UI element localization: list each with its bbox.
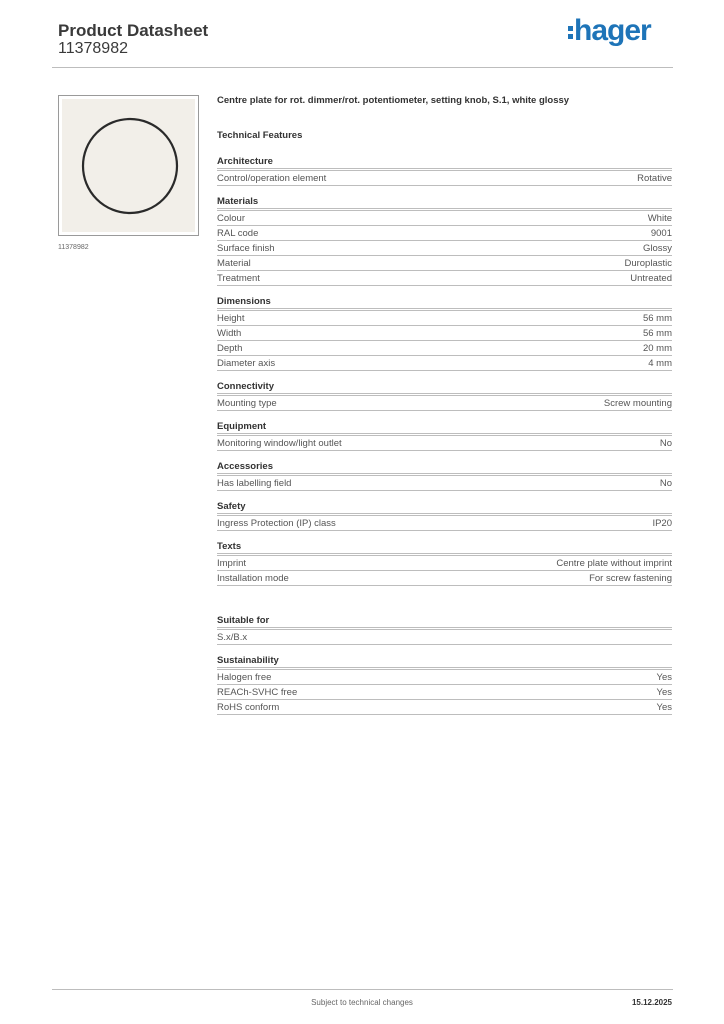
feature-label: Treatment [217,272,260,284]
feature-label: S.x/B.x [217,631,248,643]
feature-group [217,614,672,645]
feature-value: 56 mm [642,327,672,339]
feature-label: Width [217,327,242,339]
feature-value: Untreated [630,272,672,284]
feature-value: Rotative [637,172,672,184]
feature-group [217,500,672,531]
feature-label: Ingress Protection (IP) class [217,517,336,529]
feature-group [217,540,672,586]
feature-row [217,556,672,571]
feature-row [217,341,672,356]
feature-row [217,630,672,645]
feature-label: Monitoring window/light outlet [217,437,342,449]
feature-label: REACh-SVHC free [217,686,298,698]
group-title: Accessories [217,460,672,474]
feature-label: Has labelling field [217,477,292,489]
feature-label: Material [217,257,251,269]
hager-logo [568,14,651,48]
feature-value: Glossy [642,242,672,254]
datasheet-content [217,94,672,724]
feature-row [217,311,672,326]
feature-value: 20 mm [642,342,672,354]
feature-value: White [647,212,672,224]
setting-knob-ring-icon [59,96,198,235]
feature-row [217,476,672,491]
footer-divider [52,989,673,990]
group-title: Materials [217,195,672,209]
feature-value: For screw fastening [589,572,672,584]
product-description: Centre plate for rot. dimmer/rot. potentiometer, setting knob, S.1, white glossy [217,95,570,106]
feature-label: Halogen free [217,671,272,683]
feature-label: RoHS conform [217,701,280,713]
feature-value: Screw mounting [603,397,672,409]
group-title: Suitable for [217,614,672,628]
image-caption: 11378982 [58,244,89,251]
feature-row [217,436,672,451]
feature-value: Centre plate without imprint [556,557,672,569]
feature-value: No [659,477,672,489]
product-image [58,95,199,236]
feature-group [217,155,672,186]
logo-text: hager [574,14,651,47]
feature-row [217,516,672,531]
feature-label: Imprint [217,557,247,569]
feature-value: Yes [656,686,672,698]
logo-dots-icon [568,23,573,42]
group-title: Texts [217,540,672,554]
feature-row [217,685,672,700]
feature-value: Yes [656,671,672,683]
feature-label: Surface finish [217,242,275,254]
feature-row [217,226,672,241]
feature-group [217,460,672,491]
feature-value: 4 mm [648,357,672,369]
feature-label: Installation mode [217,572,289,584]
feature-row [217,356,672,371]
feature-value: Yes [656,701,672,713]
feature-label: Colour [217,212,245,224]
group-title: Architecture [217,155,672,169]
feature-label: Mounting type [217,397,277,409]
feature-groups [217,155,672,715]
feature-group [217,295,672,371]
group-title: Connectivity [217,380,672,394]
footer-note: Subject to technical changes [311,998,413,1007]
feature-value: No [659,437,672,449]
feature-row [217,171,672,186]
feature-row [217,326,672,341]
footer-date: 15.12.2025 [631,998,672,1007]
feature-row [217,670,672,685]
features-heading: Technical Features [217,130,303,141]
feature-value: 9001 [650,227,672,239]
feature-row [217,700,672,715]
feature-row [217,256,672,271]
page-title: Product Datasheet [58,21,209,40]
group-title: Equipment [217,420,672,434]
feature-value: IP20 [652,517,672,529]
feature-row [217,571,672,586]
feature-row [217,211,672,226]
group-title: Dimensions [217,295,672,309]
feature-label: Depth [217,342,243,354]
feature-label: Control/operation element [217,172,327,184]
feature-group [217,420,672,451]
feature-row [217,271,672,286]
feature-row [217,396,672,411]
feature-label: Diameter axis [217,357,276,369]
feature-value: 56 mm [642,312,672,324]
feature-value: Duroplastic [624,257,672,269]
group-title: Sustainability [217,654,672,668]
feature-label: Height [217,312,245,324]
feature-group [217,195,672,286]
feature-group [217,654,672,715]
feature-label: RAL code [217,227,259,239]
product-number: 11378982 [58,40,128,57]
header-divider [52,67,673,68]
feature-row [217,241,672,256]
group-title: Safety [217,500,672,514]
feature-group [217,380,672,411]
